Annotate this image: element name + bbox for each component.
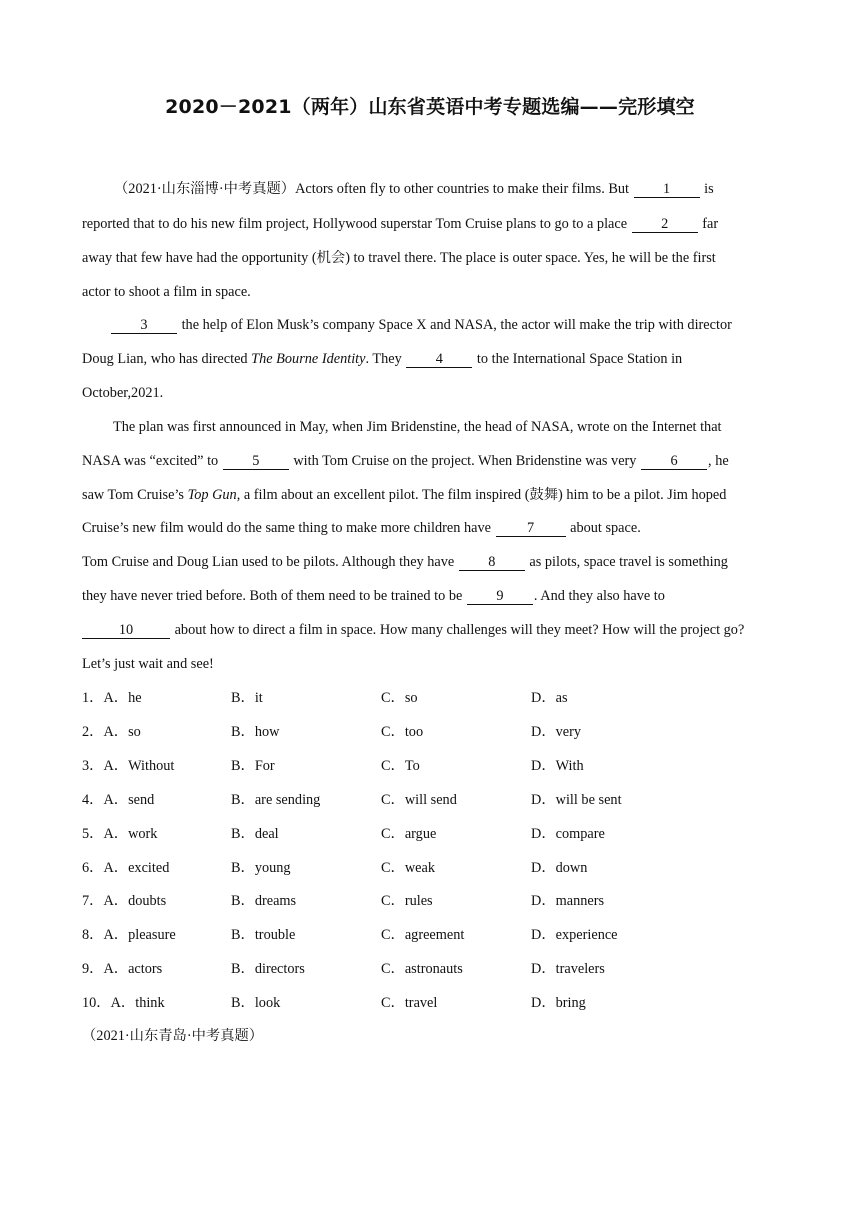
option-a[interactable] [82, 757, 174, 775]
option-d[interactable]: D．bring [531, 995, 586, 1011]
option-a-text: Without [128, 758, 175, 774]
option-b[interactable]: B．directors [231, 961, 305, 977]
option-a[interactable] [82, 892, 166, 910]
passage-text: reported that to do his new film project, Hollywood superstar Tom Cruise plans to go to a place [82, 216, 631, 232]
option-c[interactable]: C．too [381, 724, 424, 740]
option-c[interactable]: C．astronauts [381, 961, 463, 977]
option-d[interactable]: D．as [531, 690, 568, 706]
option-a-text: so [128, 724, 141, 740]
blank-7: 7 [496, 521, 566, 537]
passage-text: about space. [566, 520, 641, 536]
option-c[interactable]: C．so [381, 690, 418, 706]
blank-6: 6 [641, 454, 707, 470]
passage-line [82, 452, 729, 470]
blank-5: 5 [223, 454, 289, 470]
option-b[interactable]: B．young [231, 860, 291, 876]
option-d[interactable]: D．will be sent [531, 792, 622, 808]
option-a-text: excited [128, 860, 170, 876]
passage-line [82, 180, 714, 198]
option-a[interactable] [82, 689, 142, 707]
option-a-text: doubts [128, 893, 167, 909]
passage-text: as pilots, space travel is something [525, 554, 728, 570]
passage-text: the help of Elon Musk’s company Space X and NASA, the actor will make the trip with director [178, 317, 732, 333]
passage-line [82, 587, 665, 605]
option-c[interactable]: C．argue [381, 826, 437, 842]
option-b[interactable]: B．are sending [231, 792, 321, 808]
passage-line [82, 621, 744, 639]
option-a[interactable] [82, 825, 157, 843]
passage-text: （2021·山东淄博·中考真题）Actors often fly to other countries to make their films. But [114, 181, 633, 197]
passage-line [82, 553, 728, 571]
passage-line: October,2021. [82, 385, 164, 401]
question-number: 7．A． [82, 893, 129, 909]
option-b[interactable]: B．For [231, 758, 275, 774]
option-b[interactable]: B．it [231, 690, 263, 706]
passage-text: , he [708, 453, 729, 469]
passage-text: , a film about an excellent pilot. The film inspired (鼓舞) him to be a pilot. Jim hoped [236, 487, 727, 503]
blank-3: 3 [111, 318, 177, 334]
blank-8: 8 [459, 555, 525, 571]
passage-text: far [698, 216, 719, 232]
question-number: 2．A． [82, 724, 129, 740]
question-number: 1．A． [82, 690, 129, 706]
option-d[interactable]: D．experience [531, 927, 618, 943]
blank-10: 10 [82, 623, 170, 639]
question-number: 5．A． [82, 826, 129, 842]
blank-4: 4 [406, 352, 472, 368]
option-d[interactable]: D．manners [531, 893, 605, 909]
passage-line: actor to shoot a film in space. [82, 284, 251, 300]
option-b[interactable]: B．dreams [231, 893, 297, 909]
option-c[interactable]: C．will send [381, 792, 457, 808]
passage-text: NASA was “excited” to [82, 453, 222, 469]
option-a[interactable] [82, 926, 176, 944]
option-d[interactable]: D．down [531, 860, 588, 876]
option-a[interactable] [82, 994, 165, 1012]
blank-9: 9 [467, 589, 533, 605]
passage-text: Cruise’s new film would do the same thing to make more children have [82, 520, 495, 536]
passage-line [82, 316, 732, 334]
option-a-text: actors [128, 961, 163, 977]
film-title: The Bourne Identity [251, 351, 366, 367]
passage-text: they have never tried before. Both of them need to be trained to be [82, 588, 466, 604]
option-d[interactable]: D．very [531, 724, 582, 740]
option-c[interactable]: C．rules [381, 893, 433, 909]
passage-text: about how to direct a film in space. How many challenges will they meet? How will the project go? [171, 622, 745, 638]
option-c[interactable]: C．To [381, 758, 420, 774]
option-c[interactable]: C．travel [381, 995, 438, 1011]
passage-text: Doug Lian, who has directed [82, 351, 252, 367]
option-b[interactable]: B．look [231, 995, 281, 1011]
passage-text: with Tom Cruise on the project. When Bridenstine was very [289, 453, 641, 469]
option-a[interactable] [82, 859, 169, 877]
passage-text: is [700, 181, 714, 197]
option-c[interactable]: C．agreement [381, 927, 465, 943]
passage-line [82, 215, 718, 233]
option-a-text: pleasure [128, 927, 176, 943]
option-c[interactable]: C．weak [381, 860, 435, 876]
option-a-text: work [128, 826, 158, 842]
passage-line [82, 519, 641, 537]
film-title: Top Gun [187, 487, 237, 503]
passage-line: away that few have had the opportunity (机会) to travel there. The place is outer space. Yes, he will be the first [82, 250, 716, 266]
option-a[interactable] [82, 791, 154, 809]
question-number: 9．A． [82, 961, 129, 977]
passage-text: saw Tom Cruise’s [82, 487, 188, 503]
passage-line [82, 486, 726, 504]
question-number: 4．A． [82, 792, 129, 808]
question-number: 3．A． [82, 758, 129, 774]
passage-text: . They [365, 351, 406, 367]
option-d[interactable]: D．compare [531, 826, 605, 842]
blank-2: 2 [632, 217, 698, 233]
question-number: 6．A． [82, 860, 129, 876]
question-number: 8．A． [82, 927, 129, 943]
option-a-text: he [128, 690, 142, 706]
page-title: 2020－2021（两年）山东省英语中考专题选编——完形填空 [165, 96, 695, 118]
passage-text: The plan was first announced in May, when Jim Bridenstine, the head of NASA, wrote on the Internet that [113, 419, 722, 435]
option-b[interactable]: B．deal [231, 826, 279, 842]
passage-line [82, 350, 682, 368]
passage-text: Tom Cruise and Doug Lian used to be pilots. Although they have [82, 554, 458, 570]
passage-line [82, 418, 722, 436]
passage-text: . And they also have to [533, 588, 665, 604]
option-a-text: send [128, 792, 155, 808]
option-a[interactable] [82, 960, 162, 978]
option-b[interactable]: B．how [231, 724, 280, 740]
option-a[interactable] [82, 723, 141, 741]
option-d[interactable]: D．travelers [531, 961, 605, 977]
option-b[interactable]: B．trouble [231, 927, 296, 943]
question-number: 10．A． [82, 995, 136, 1011]
blank-1: 1 [634, 182, 700, 198]
passage-text: to the International Space Station in [473, 351, 683, 367]
next-question-source: （2021·山东青岛·中考真题） [82, 1028, 264, 1044]
passage-line: Let’s just wait and see! [82, 656, 214, 672]
option-a-text: think [135, 995, 165, 1011]
option-d[interactable]: D．With [531, 758, 584, 774]
